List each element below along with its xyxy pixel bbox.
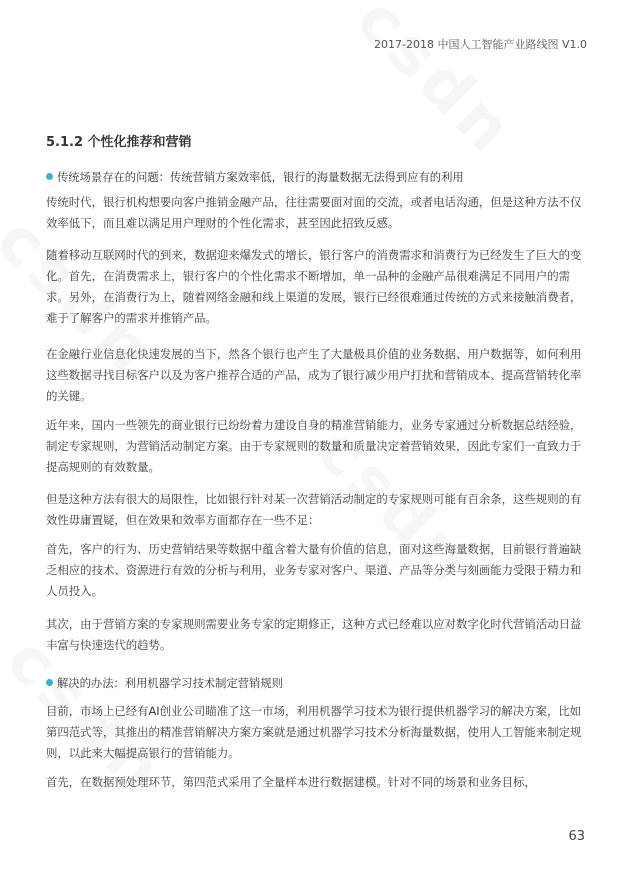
paragraph: 其次，由于营销方案的专家规则需要业务专家的定期修正，这种方式已经难以应对数字化时代营销活动日益丰富与快速迭代的趋势。 [46, 617, 582, 652]
paragraph: 近年来，国内一些领先的商业银行已纷纷着力建设自身的精准营销能力，业务专家通过分析数据总结经验，制定专家规则，为营销活动制定方案。由于专家规则的数量和质量决定着营销效果，因此专家们一直致力于提高规则的有效数量。 [46, 418, 582, 474]
paragraph: 在金融行业信息化快速发展的当下，然各个银行也产生了大量极具价值的业务数据、用户数据等，如何利用这些数据寻找目标客户以及为客户推荐合适的产品，成为了银行减少用户打扰和营销成本、提高营销转化率的关键。 [46, 347, 582, 403]
paragraph: 随着移动互联网时代的到来，数据迎来爆发式的增长，银行客户的消费需求和消费行为已经发生了巨大的变化。首先，在消费需求上，银行客户的个性化需求不断增加，单一品种的金融产品很难满足不同用户的需求。另外，在消费行为上，随着网络金融和线上渠道的发展，银行已经很难通过传统的方式来接触消费者，难于了解客户的需求并推销产品。 [46, 248, 582, 325]
paragraph: 首先，在数据预处理环节，第四范式采用了全量样本进行数据建模。针对不同的场景和业务目标， [46, 775, 536, 789]
solution-heading-text: 解决的办法：利用机器学习技术制定营销规则 [57, 677, 283, 690]
document-header-title: 2017-2018 中国人工智能产业路线图 V1.0 [374, 38, 587, 51]
bullet-dot-icon [46, 173, 53, 180]
problem-heading [46, 169, 464, 185]
watermark-logo [342, 0, 530, 171]
bullet-dot-icon [46, 679, 53, 686]
problem-heading-text: 传统场景存在的问题：传统营销方案效率低，银行的海量数据无法得到应有的利用 [57, 171, 464, 184]
section-title: 5.1.2 个性化推荐和营销 [46, 135, 192, 150]
paragraph: 目前，市场上已经有AI创业公司瞄准了这一市场，利用机器学习技术为银行提供机器学习的解决方案，比如第四范式等，其推出的精准营销解决方案方案就是通过机器学习技术分析海量数据，使用人工智能来制定规则，以此来大幅提高银行的营销能力。 [46, 704, 582, 760]
paragraph: 但是这种方法有很大的局限性，比如银行针对某一次营销活动制定的专家规则可能有百余条，这些规则的有效性毋庸置疑，但在效果和效率方面都存在一些不足： [46, 492, 582, 527]
paragraph: 传统时代，银行机构想要向客户推销金融产品，往往需要面对面的交流，或者电话沟通，但是这种方法不仅效率低下，而且难以满足用户理财的个性化需求，甚至因此招致反感。 [46, 195, 582, 230]
page-number: 63 [568, 829, 585, 844]
solution-heading [46, 675, 283, 691]
paragraph: 首先，客户的行为、历史营销结果等数据中蕴含着大量有价值的信息，面对这些海量数据，目前银行普遍缺乏相应的技术、资源进行有效的分析与利用，业务专家对客户、渠道、产品等分类与刻画能力受限于精力和人员投入。 [46, 542, 582, 598]
